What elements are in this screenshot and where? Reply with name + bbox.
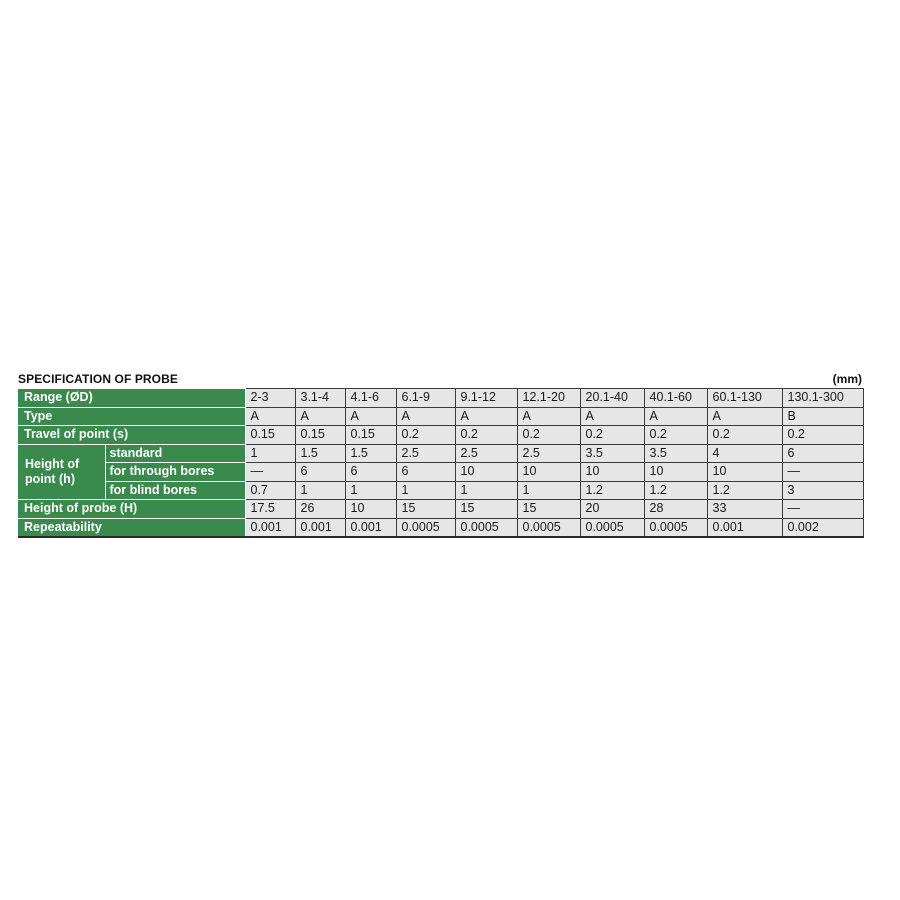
travel-cell: 0.2 bbox=[455, 426, 517, 445]
through-cell: 6 bbox=[396, 463, 455, 482]
row-label-type: Type bbox=[18, 407, 245, 426]
through-cell: 10 bbox=[580, 463, 644, 482]
blind-cell: 3 bbox=[782, 481, 863, 500]
row-height-of-probe bbox=[18, 500, 863, 519]
standard-cell: 2.5 bbox=[517, 444, 580, 463]
row-range bbox=[18, 389, 863, 408]
height-probe-cell: 15 bbox=[396, 500, 455, 519]
range-cell: 12.1-20 bbox=[517, 389, 580, 408]
blind-cell: 1.2 bbox=[644, 481, 707, 500]
height-probe-cell: 10 bbox=[345, 500, 396, 519]
through-cell: 10 bbox=[707, 463, 782, 482]
height-probe-cell: 17.5 bbox=[245, 500, 295, 519]
height-probe-cell: 28 bbox=[644, 500, 707, 519]
travel-cell: 0.2 bbox=[782, 426, 863, 445]
through-cell: 6 bbox=[295, 463, 345, 482]
blind-cell: 0.7 bbox=[245, 481, 295, 500]
standard-cell: 2.5 bbox=[396, 444, 455, 463]
height-probe-cell: 26 bbox=[295, 500, 345, 519]
through-cell: 6 bbox=[345, 463, 396, 482]
row-type bbox=[18, 407, 863, 426]
blind-cell: 1 bbox=[517, 481, 580, 500]
type-cell: A bbox=[396, 407, 455, 426]
through-cell: — bbox=[782, 463, 863, 482]
sub-label-blind-bores: for blind bores bbox=[105, 481, 245, 500]
sub-label-through-bores: for through bores bbox=[105, 463, 245, 482]
repeatability-cell: 0.0005 bbox=[455, 518, 517, 537]
blind-cell: 1 bbox=[345, 481, 396, 500]
row-label-range: Range (ØD) bbox=[18, 389, 245, 408]
through-cell: 10 bbox=[644, 463, 707, 482]
repeatability-cell: 0.001 bbox=[345, 518, 396, 537]
range-cell: 60.1-130 bbox=[707, 389, 782, 408]
standard-cell: 1.5 bbox=[345, 444, 396, 463]
height-probe-cell: 20 bbox=[580, 500, 644, 519]
travel-cell: 0.2 bbox=[644, 426, 707, 445]
repeatability-cell: 0.0005 bbox=[580, 518, 644, 537]
through-cell: 10 bbox=[455, 463, 517, 482]
travel-cell: 0.15 bbox=[295, 426, 345, 445]
sub-label-standard: standard bbox=[105, 444, 245, 463]
range-cell: 2-3 bbox=[245, 389, 295, 408]
blind-cell: 1 bbox=[295, 481, 345, 500]
repeatability-cell: 0.001 bbox=[295, 518, 345, 537]
range-cell: 6.1-9 bbox=[396, 389, 455, 408]
range-cell: 9.1-12 bbox=[455, 389, 517, 408]
standard-cell: 6 bbox=[782, 444, 863, 463]
type-cell: A bbox=[644, 407, 707, 426]
row-label-height-of-point: Height of point (h) bbox=[18, 444, 105, 500]
height-probe-cell: 15 bbox=[455, 500, 517, 519]
travel-cell: 0.15 bbox=[345, 426, 396, 445]
through-cell: 10 bbox=[517, 463, 580, 482]
range-cell: 4.1-6 bbox=[345, 389, 396, 408]
through-cell: — bbox=[245, 463, 295, 482]
row-travel bbox=[18, 426, 863, 445]
spec-table bbox=[18, 388, 864, 538]
blind-cell: 1.2 bbox=[580, 481, 644, 500]
height-probe-cell: 33 bbox=[707, 500, 782, 519]
range-cell: 3.1-4 bbox=[295, 389, 345, 408]
height-probe-cell: — bbox=[782, 500, 863, 519]
standard-cell: 4 bbox=[707, 444, 782, 463]
type-cell: A bbox=[345, 407, 396, 426]
standard-cell: 3.5 bbox=[580, 444, 644, 463]
row-standard bbox=[18, 444, 863, 463]
travel-cell: 0.2 bbox=[707, 426, 782, 445]
range-cell: 40.1-60 bbox=[644, 389, 707, 408]
type-cell: B bbox=[782, 407, 863, 426]
type-cell: A bbox=[580, 407, 644, 426]
standard-cell: 1.5 bbox=[295, 444, 345, 463]
row-blind-bores bbox=[18, 481, 863, 500]
type-cell: A bbox=[517, 407, 580, 426]
travel-cell: 0.2 bbox=[580, 426, 644, 445]
blind-cell: 1 bbox=[455, 481, 517, 500]
repeatability-cell: 0.0005 bbox=[644, 518, 707, 537]
repeatability-cell: 0.001 bbox=[707, 518, 782, 537]
standard-cell: 2.5 bbox=[455, 444, 517, 463]
page-title: SPECIFICATION OF PROBE bbox=[18, 372, 178, 386]
row-label-travel: Travel of point (s) bbox=[18, 426, 245, 445]
repeatability-cell: 0.0005 bbox=[517, 518, 580, 537]
repeatability-cell: 0.001 bbox=[245, 518, 295, 537]
unit-label: (mm) bbox=[832, 372, 862, 386]
blind-cell: 1 bbox=[396, 481, 455, 500]
standard-cell: 1 bbox=[245, 444, 295, 463]
row-repeatability bbox=[18, 518, 863, 537]
repeatability-cell: 0.0005 bbox=[396, 518, 455, 537]
travel-cell: 0.15 bbox=[245, 426, 295, 445]
type-cell: A bbox=[707, 407, 782, 426]
blind-cell: 1.2 bbox=[707, 481, 782, 500]
row-through-bores bbox=[18, 463, 863, 482]
type-cell: A bbox=[295, 407, 345, 426]
type-cell: A bbox=[455, 407, 517, 426]
row-label-repeatability: Repeatability bbox=[18, 518, 245, 537]
height-probe-cell: 15 bbox=[517, 500, 580, 519]
range-cell: 130.1-300 bbox=[782, 389, 863, 408]
travel-cell: 0.2 bbox=[396, 426, 455, 445]
standard-cell: 3.5 bbox=[644, 444, 707, 463]
repeatability-cell: 0.002 bbox=[782, 518, 863, 537]
type-cell: A bbox=[245, 407, 295, 426]
range-cell: 20.1-40 bbox=[580, 389, 644, 408]
row-label-height-of-probe: Height of probe (H) bbox=[18, 500, 245, 519]
travel-cell: 0.2 bbox=[517, 426, 580, 445]
